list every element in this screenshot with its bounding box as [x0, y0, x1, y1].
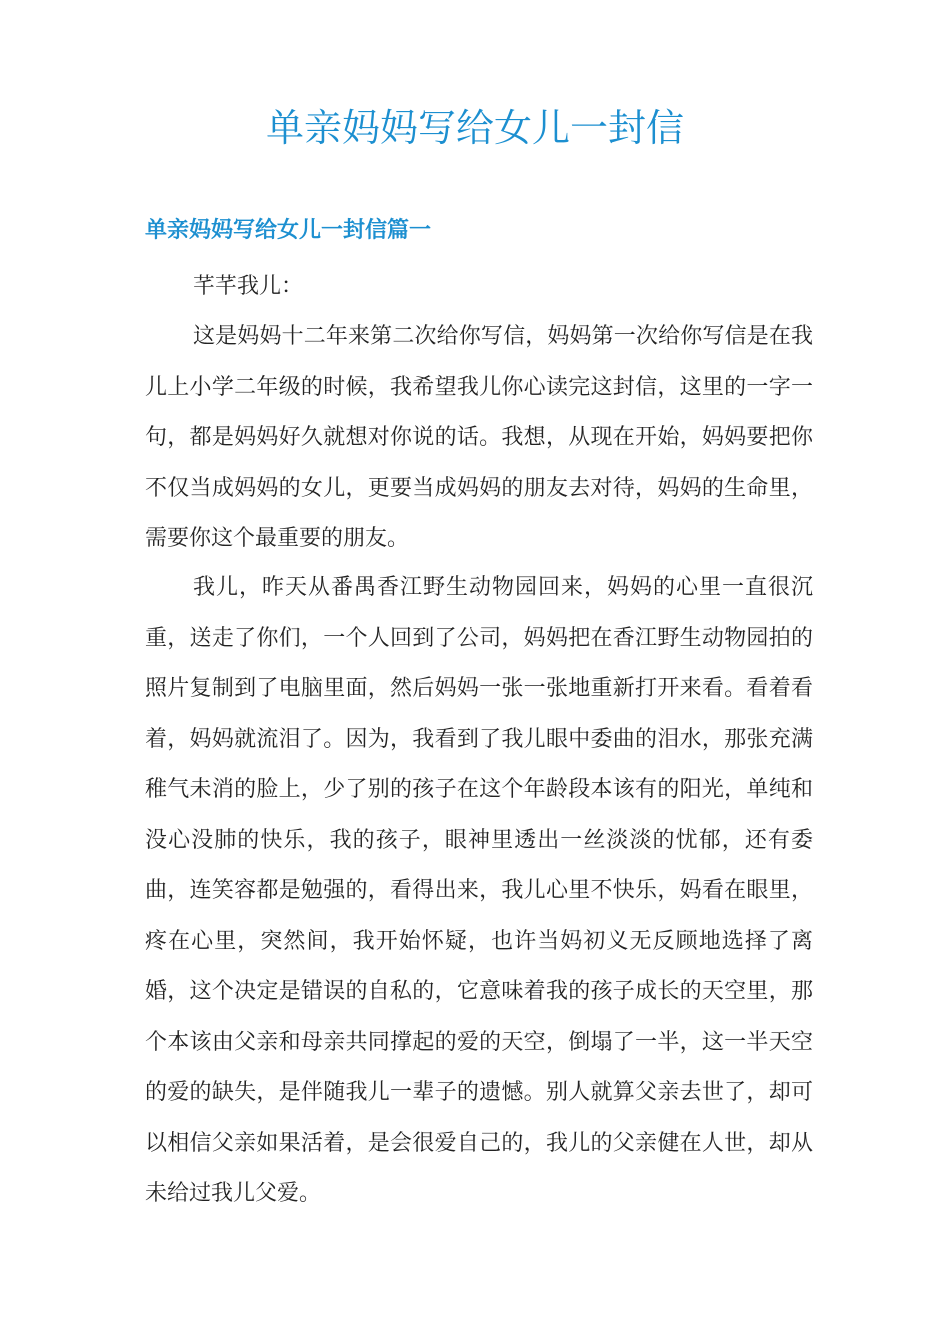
letter-paragraph: 我儿，昨天从番禺香江野生动物园回来，妈妈的心里一直很沉重，送走了你们，一个人回到了公司，妈妈把在香江野生动物园拍的照片复制到了电脑里面，然后妈妈一张一张地重新打开来看。看着看着，妈妈就流泪了。因为，我看到了我儿眼中委曲的泪水，那张充满稚气未消的脸上，少了别的孩子在这个年龄段本该有的阳光，单纯和没心没肺的快乐，我的孩子，眼神里透出一丝淡淡的忧郁，还有委曲，连笑容都是勉强的，看得出来，我儿心里不快乐，妈看在眼里，疼在心里，突然间，我开始怀疑，也许当妈初义无反顾地选择了离婚，这个决定是错误的自私的，它意味着我的孩子成长的天空里，那个本该由父亲和母亲共同撑起的爱的天空，倒塌了一半，这一半天空的爱的缺失，是伴随我儿一辈子的遗憾。别人就算父亲去世了，却可以相信父亲如果活着，是会很爱自己的，我儿的父亲健在人世，却从未给过我儿父爱。 — [145, 575, 813, 1206]
letter-paragraph: 这是妈妈十二年来第二次给你写信，妈妈第一次给你写信是在我儿上小学二年级的时候，我希望我儿你心读完这封信，这里的一字一句，都是妈妈好久就想对你说的话。我想，从现在开始，妈妈要把你不仅当成妈妈的女儿，更要当成妈妈的朋友去对待，妈妈的生命里，需要你这个最重要的朋友。 — [145, 324, 813, 551]
letter-salutation: 芊芊我儿： — [193, 274, 304, 299]
document-title: 单亲妈妈写给女儿一封信 — [265, 106, 684, 150]
section-heading: 单亲妈妈写给女儿一封信篇一 — [145, 218, 432, 243]
